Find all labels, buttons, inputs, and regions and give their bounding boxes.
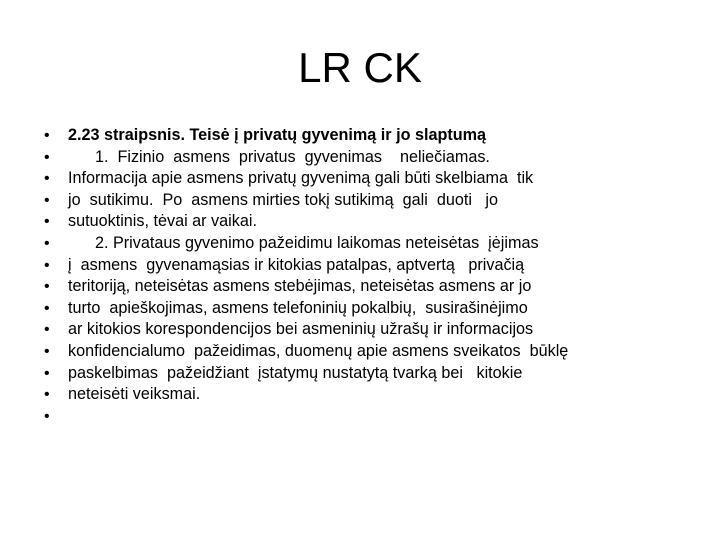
text-line: teritoriją, neteisėtas asmens stebėjimas, neteisėtas asmens ar jo — [68, 277, 532, 296]
text-line: neteisėti veiksmai. — [68, 385, 201, 404]
bullet-marker: • — [44, 256, 50, 274]
text-line: jo sutikimu. Po asmens mirties tokį sutikimą gali duoti jo — [68, 190, 499, 209]
bullet-marker: • — [44, 321, 50, 339]
text-line: paskelbimas pažeidžiant įstatymų nustatytą tvarką bei kitokie — [68, 363, 523, 382]
text-line: sutuoktinis, tėvai ar vaikai. — [68, 212, 257, 231]
bullet-marker: • — [44, 342, 50, 360]
text-line: Informacija apie asmens privatų gyvenimą gali būti skelbiama tik — [68, 169, 534, 188]
bullet-marker: • — [44, 407, 50, 425]
bullet-marker: • — [44, 364, 50, 382]
bullet-marker: • — [44, 148, 50, 166]
text-line: turto apieškojimas, asmens telefoninių pokalbių, susirašinėjimo — [68, 298, 528, 317]
bullet-marker: • — [44, 299, 50, 317]
article-heading: 2.23 straipsnis. Teisė į privatų gyvenimą ir jo slaptumą — [68, 126, 487, 144]
bullet-marker: • — [44, 127, 50, 144]
text-line: konfidencialumo pažeidimas, duomenų apie asmens sveikatos būklę — [68, 341, 569, 360]
bullet-marker: • — [44, 191, 50, 209]
bullet-marker: • — [44, 386, 50, 404]
bullet-column — [44, 125, 50, 427]
text-line: ar kitokios korespondencijos bei asmeninių užrašų ir informacijos — [68, 320, 534, 339]
text-line: į asmens gyvenamąsias ir kitokias patalpas, aptvertą privačią — [68, 255, 525, 274]
bullet-marker: • — [44, 278, 50, 296]
article-text — [68, 125, 668, 406]
text-line: 1. Fizinio asmens privatus gyvenimas neliečiamas. — [68, 147, 490, 166]
bullet-marker: • — [44, 170, 50, 188]
bullet-marker: • — [44, 213, 50, 231]
text-line: 2. Privataus gyvenimo pažeidimu laikomas neteisėtas įėjimas — [68, 233, 539, 252]
bullet-marker: • — [44, 234, 50, 252]
slide-title: LR CK — [298, 44, 422, 91]
